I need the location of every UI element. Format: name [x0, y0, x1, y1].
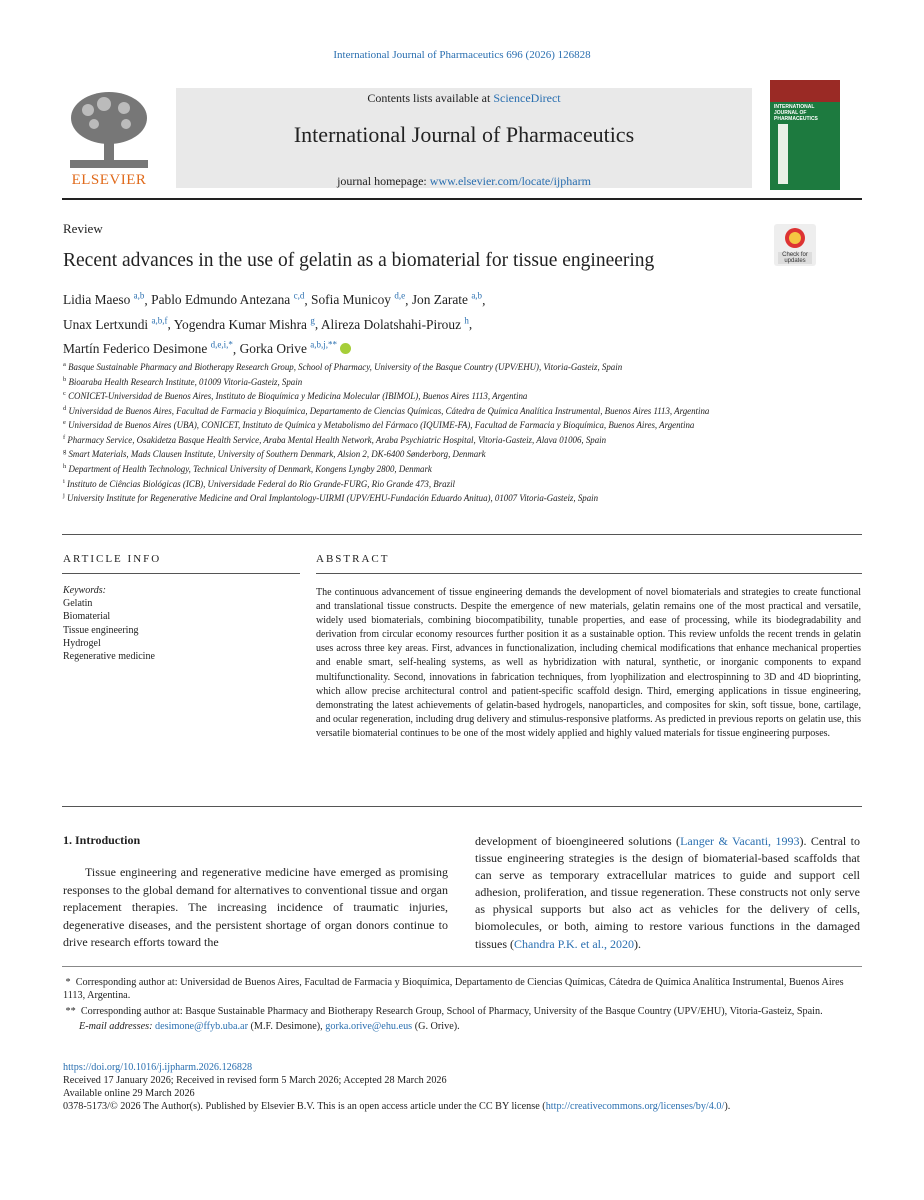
keyword: Biomaterial — [63, 611, 111, 623]
citation-link[interactable]: Langer & Vacanti, 1993 — [680, 834, 800, 848]
affiliation-item: $^i$ Instituto de Ciências Biológicas (ICB), Universidade Federal do Rio Grande-FURG, Rio Grande 473, Brazil — [63, 477, 456, 489]
cover-bottle-graphic — [778, 124, 788, 184]
cover-title: INTERNATIONAL JOURNAL OF PHARMACEUTICS — [774, 104, 818, 122]
affiliation-item: $^f$ Pharmacy Service, Osakidetza Basque Health Service, Araba Mental Health Network, Araba Psychiatric Hospital, Vitoria-Gasteiz, Alava 01006, Spain — [63, 433, 607, 445]
received-dates: Received 17 January 2026; Received in revised form 5 March 2026; Accepted 28 March 2026 — [63, 1074, 447, 1086]
doi-link[interactable]: https://doi.org/10.1016/j.ijpharm.2026.126828 — [63, 1062, 253, 1073]
author[interactable]: Jon Zarate $^{a,b}$ — [411, 291, 483, 308]
homepage-link[interactable]: www.elsevier.com/locate/ijpharm — [429, 174, 591, 188]
author[interactable]: Martín Federico Desimone $^{d,e,i,*}$ — [63, 339, 233, 357]
author[interactable]: Lidia Maeso $^{a,b}$ — [63, 291, 145, 308]
homepage-line — [176, 174, 752, 189]
license-line: 0378-5173/© 2026 The Author(s). Published by Elsevier B.V. This is an open access article under the CC BY license (http://creativecommons.org/licenses/by/4.0/). — [63, 1100, 731, 1112]
affiliation-item: $^a$ Basque Sustainable Pharmacy and Biotherapy Research Group, School of Pharmacy, University of the Basque Country (UPV/EHU), Vitoria-Gasteiz, Spain — [63, 361, 623, 372]
keyword: Gelatin — [63, 598, 93, 610]
email-line: E-mail addresses: desimone@ffyb.uba.ar (M.F. Desimone), gorka.orive@ehu.eus (G. Orive). — [79, 1021, 460, 1033]
article-title: Recent advances in the use of gelatin as a biomaterial for tissue engineering — [63, 250, 655, 271]
badge-label: Check for updates — [782, 252, 808, 264]
contents-prefix: Contents lists available at — [367, 91, 491, 105]
author[interactable]: Alireza Dolatshahi-Pirouz $^h$ — [320, 315, 469, 332]
affiliation-list — [63, 359, 863, 505]
journal-reference-link[interactable]: International Journal of Pharmaceutics 696 (2026) 126828 — [333, 49, 591, 61]
affiliation-item: $^d$ Universidad de Buenos Aires, Facultad de Farmacia y Bioquímica, Departamento de Ciencias Químicas, Cátedra de Química Analítica Instrumental, Buenos Aires 1113, Argentina — [63, 404, 710, 416]
keyword: Tissue engineering — [63, 624, 139, 636]
contents-line — [176, 91, 752, 106]
article-info-heading: ARTICLE INFO — [63, 553, 162, 565]
journal-title: International Journal of Pharmaceutics — [293, 122, 635, 147]
email-link[interactable]: desimone@ffyb.uba.ar — [155, 1021, 248, 1033]
article-type: Review — [63, 221, 103, 236]
affiliation-item: $^c$ CONICET-Universidad de Buenos Aires, Instituto de Bioquímica y Medicina Molecular (IBIMOL), Buenos Aires 1113, Argentina — [63, 390, 528, 402]
license-link[interactable]: http://creativecommons.org/licenses/by/4.0/ — [545, 1100, 725, 1112]
author[interactable]: Pablo Edmundo Antezana $^{c,d}$ — [151, 291, 305, 308]
article-meta — [63, 1062, 883, 1114]
abstract-rule — [316, 573, 862, 574]
introduction-heading: 1. Introduction — [63, 833, 141, 847]
check-for-updates-badge[interactable] — [774, 224, 816, 266]
orcid-icon[interactable] — [340, 343, 351, 354]
keyword: Regenerative medicine — [63, 651, 155, 663]
available-online: Available online 29 March 2026 — [63, 1087, 195, 1099]
introduction-column-left: Tissue engineering and regenerative medicine have emerged as promising responses to the global demand for alternatives to conventional tissue and organ replacement therapies. The increasing incidence of traumatic injuries, degenerative diseases, and the persistent shortage of organ donors continue to drive research efforts toward the — [63, 865, 448, 950]
cover-band — [770, 80, 840, 102]
author-list: Lidia Maeso $^{a,b}$, Pablo Edmundo Antezana $^{c,d}$, Sofia Municoy $^{d,e}$, Jon Zarate $^{a,b}$, Unax Lertxundi $^{a,b,f}$, Yogendra Kumar Mishra $^g$, Alireza Dolatshahi-Pirouz $^h$, Martín Federico Desimone $^{d,e,i,*}$, Gorka Orive $^{a,b,j,**}$ — [63, 291, 486, 357]
footnote-corresponding-2: ** Corresponding author at: Basque Sustainable Pharmacy and Biotherapy Research Group, School of Pharmacy, University of the Basque Country (UPV/EHU), Vitoria-Gasteiz, Spain. — [65, 1005, 823, 1017]
sciencedirect-link[interactable]: ScienceDirect — [493, 91, 561, 105]
author[interactable]: Gorka Orive $^{a,b,j,**}$ — [239, 339, 338, 357]
affiliation-item: $^j$ University Institute for Regenerative Medicine and Oral Implantology-UIRMI (UPV/EHU-Fundación Eduardo Anitua), 01007 Vitoria-Gasteiz, Spain — [63, 492, 599, 504]
affiliation-item: $^b$ Bioaraba Health Research Institute, 01009 Vitoria-Gasteiz, Spain — [63, 375, 303, 387]
section-rule — [62, 534, 862, 535]
citation-link[interactable]: Chandra P.K. et al., 2020 — [514, 936, 634, 951]
publisher-name: ELSEVIER — [71, 172, 147, 188]
affiliation-item: $^g$ Smart Materials, Mads Clausen Institute, University of Southern Denmark, Alsion 2, DK-6400 Sønderborg, Denmark — [63, 448, 486, 460]
journal-cover-image — [770, 80, 840, 190]
footnote-rule — [62, 966, 862, 967]
keywords-label: Keywords: — [63, 585, 106, 596]
affiliation-item: $^e$ Universidad de Buenos Aires (UBA), CONICET, Instituto de Química y Metabolismo del Fármaco (IQUIME-FA), Facultad de Farmacia y Bioquímica, Buenos Aires, Argentina — [63, 419, 695, 431]
abstract-text: The continuous advancement of tissue engineering demands the development of novel biomaterials and strategies to create functional and translational tissue constructs. Despite the emergence of new materials, gelatin remains one of the most practical and versatile, widely used biomaterials, combining biocompatibility, tunable properties, and ease of processing, while its biodegradability and derivation from circular economy resources further position it as a sustainable option. This review unfolds the recent trends in gelatin uses across three key areas. First, advances in functionalization, including chemical modifications that enhance mechanical properties and enable smart, self-healing systems, as well as hybridization with natural, synthetic, or inorganic components to expand multifunctionality. Second, innovations in fabrication techniques, from lyophilization and electrospinning to 3D and 4D bioprinting, which allow precise architectural control and patient-specific scaffold design. Third, emerging applications in tissue engineering, demonstrating the latest achievements of gelatin-based hydrogels, nanoparticles, and composites for skin, soft tissue, bone, cartilage, and ocular regeneration, including drug delivery and stimulus-responsive platforms. As predicted in previous reports on gelatin use, this versatile biomaterial continues to be one of the most widely applied and highly valued materials for tissue engineering purposes. — [316, 587, 861, 739]
email-link[interactable]: gorka.orive@ehu.eus — [325, 1021, 413, 1033]
footnotes — [63, 976, 863, 1036]
keywords-block — [63, 584, 293, 663]
author[interactable]: Unax Lertxundi $^{a,b,f}$ — [63, 315, 168, 332]
affiliation-item: $^h$ Department of Health Technology, Technical University of Denmark, Kongens Lyngby 2800, Denmark — [63, 462, 432, 474]
author[interactable]: Sofia Municoy $^{d,e}$ — [311, 291, 406, 308]
keyword: Hydrogel — [63, 637, 101, 649]
footnote-corresponding-1: * Corresponding author at: Universidad de Buenos Aires, Facultad de Farmacia y Bioquímica, Departamento de Ciencias Químicas, Cátedra de Química Analítica Instrumental, Buenos Aires 1113, Argentina. — [63, 977, 844, 1002]
author[interactable]: Yogendra Kumar Mishra $^g$ — [173, 315, 315, 332]
abstract-end-rule — [62, 806, 862, 807]
article-info-rule — [62, 573, 300, 574]
abstract-heading: ABSTRACT — [316, 553, 390, 565]
homepage-prefix: journal homepage: — [337, 174, 427, 188]
introduction-column-right: development of bioengineered solutions (Langer & Vacanti, 1993). Central to tissue engineering strategies is the design of biomaterial-based scaffolds that can serve as temporary extracellular matrices to guide and support cell adhesion, proliferation, and tissue regeneration. These constructs not only serve as physical supports but also act as vehicles for the delivery of cells, biomolecules, or both, aiming to restore various functions in the damaged tissues (Chandra P.K. et al., 2020). — [475, 834, 861, 951]
elsevier-logo — [64, 88, 154, 192]
header-rule — [62, 198, 862, 200]
